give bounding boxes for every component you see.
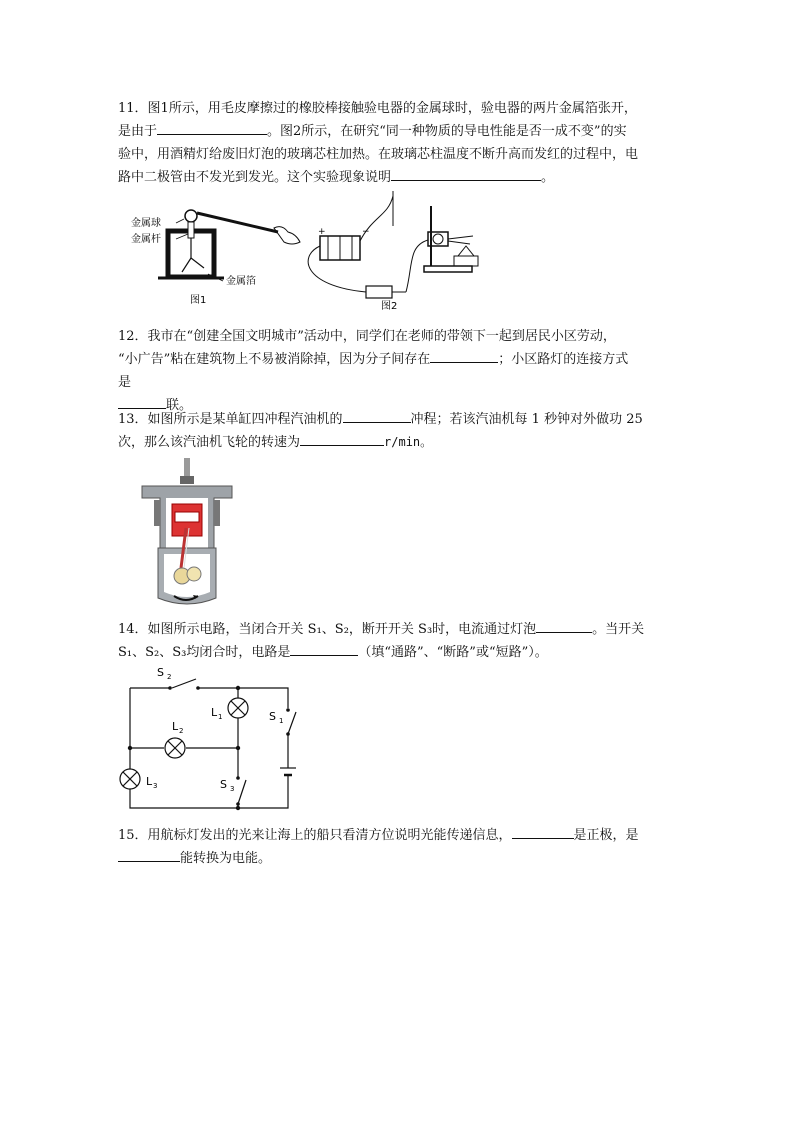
q13-text-1b: 冲程；若该汽油机每 1 秒钟对外做功 25 [410, 412, 643, 427]
svg-text:2: 2 [179, 727, 184, 735]
q11-text-2b: 。图2所示，在研究“同一种物质的导电性能是否一成不变”的实 [267, 124, 627, 139]
svg-text:+: + [318, 227, 326, 237]
svg-text:2: 2 [167, 673, 172, 681]
q13-line-1 [118, 408, 678, 431]
q14-line-1 [118, 618, 678, 641]
q13-text-2a: 次，那么该汽油机飞轮的转速为 [118, 435, 301, 450]
answer-blank[interactable] [118, 847, 180, 862]
q12-text-2b: ；小区路灯的连接方式 [498, 352, 629, 367]
q12-line-2 [118, 348, 678, 371]
answer-blank[interactable] [536, 618, 592, 633]
q14-text-1a: 14．如图所示电路，当闭合开关 S₁、S₂，断开开关 S₃时，电流通过灯泡 [118, 622, 537, 637]
q15-text-1a: 15．用航标灯发出的光来让海上的船只看清方位说明光能传递信息， [118, 828, 512, 843]
lamp-l2 [165, 720, 185, 758]
circuit-diagram [112, 662, 312, 812]
q11-text-4b: 。 [541, 170, 555, 185]
svg-text:3: 3 [230, 785, 235, 793]
switch-s2 [157, 666, 200, 690]
q12-text-3: 是 [118, 375, 132, 390]
answer-blank[interactable] [343, 408, 411, 423]
q15-text-1b: 是正极，是 [573, 828, 639, 843]
q12-text-2a: “小广告”粘在建筑物上不易被消除掉，因为分子间存在 [118, 352, 431, 367]
figure-1-caption: 图1 [190, 295, 207, 306]
lamp-l3 [120, 769, 157, 790]
q11-text-1: 11．图1所示，用毛皮摩擦过的橡胶棒接触验电器的金属球时，验电器的两片金属箔张开， [118, 101, 637, 116]
svg-text:−: − [362, 227, 370, 237]
spark-plug [184, 458, 190, 476]
q12-line-3 [118, 371, 678, 394]
electroscope-figure [131, 210, 300, 306]
conductivity-figure [308, 191, 478, 312]
answer-blank[interactable] [118, 394, 166, 409]
svg-text:S: S [269, 710, 276, 723]
answer-blank[interactable] [300, 431, 384, 446]
svg-text:3: 3 [153, 782, 158, 790]
q12-line-1 [118, 325, 678, 348]
switch-s3 [220, 776, 246, 806]
question-12 [118, 325, 678, 417]
svg-text:1: 1 [279, 717, 284, 725]
engine-figure [140, 458, 235, 608]
q13-line-2 [118, 431, 678, 454]
svg-text:L: L [172, 720, 179, 733]
svg-text:S: S [157, 666, 164, 679]
figure-electroscope-and-conductivity [128, 186, 498, 316]
switch-s1 [269, 708, 296, 736]
svg-text:L: L [146, 775, 153, 788]
svg-text:S: S [220, 778, 227, 791]
label-metal-foil: 金属箔 [226, 276, 256, 287]
answer-blank[interactable] [512, 824, 574, 839]
q12-text-4b: 联。 [166, 398, 193, 413]
figure-2-caption: 图2 [381, 301, 398, 312]
question-15 [118, 824, 678, 870]
answer-blank[interactable] [157, 120, 267, 135]
lamp-l1 [211, 698, 248, 721]
q11-line-3 [118, 143, 678, 166]
q14-line-2 [118, 641, 678, 664]
q11-text-3: 验中，用酒精灯给废旧灯泡的玻璃芯柱加热。在玻璃芯柱温度不断升高而发红的过程中，电 [118, 147, 639, 162]
q14-text-2b: （填“通路”、“断路”或“短路”）。 [358, 645, 548, 660]
svg-text:1: 1 [218, 713, 223, 721]
question-11 [118, 97, 678, 189]
answer-blank[interactable] [290, 641, 358, 656]
q13-text-2b: r/min。 [384, 435, 433, 449]
question-14 [118, 618, 678, 664]
question-13 [118, 408, 678, 454]
q11-line-2 [118, 120, 678, 143]
svg-text:L: L [211, 706, 218, 719]
label-metal-ball: 金属球 [131, 218, 161, 229]
answer-blank[interactable] [430, 348, 498, 363]
q13-text-1a: 13．如图所示是某单缸四冲程汽油机的 [118, 412, 343, 427]
q11-text-2a: 是由于 [118, 124, 158, 139]
q14-text-2a: S₁、S₂、S₃均闭合时，电路是 [118, 645, 291, 660]
q15-text-2b: 能转换为电能。 [180, 851, 272, 866]
battery [280, 768, 296, 780]
q11-line-1 [118, 97, 678, 120]
q12-text-1: 12．我市在“创建全国文明城市”活动中，同学们在老师的带领下一起到居民小区劳动， [118, 329, 616, 344]
q15-line-1 [118, 824, 678, 847]
q15-line-2 [118, 847, 678, 870]
q11-text-4a: 路中二极管由不发光到发光。这个实验现象说明 [118, 170, 392, 185]
label-metal-rod: 金属杆 [131, 234, 161, 245]
q14-text-1b: 。当开关 [592, 622, 645, 637]
answer-blank[interactable] [391, 166, 541, 181]
